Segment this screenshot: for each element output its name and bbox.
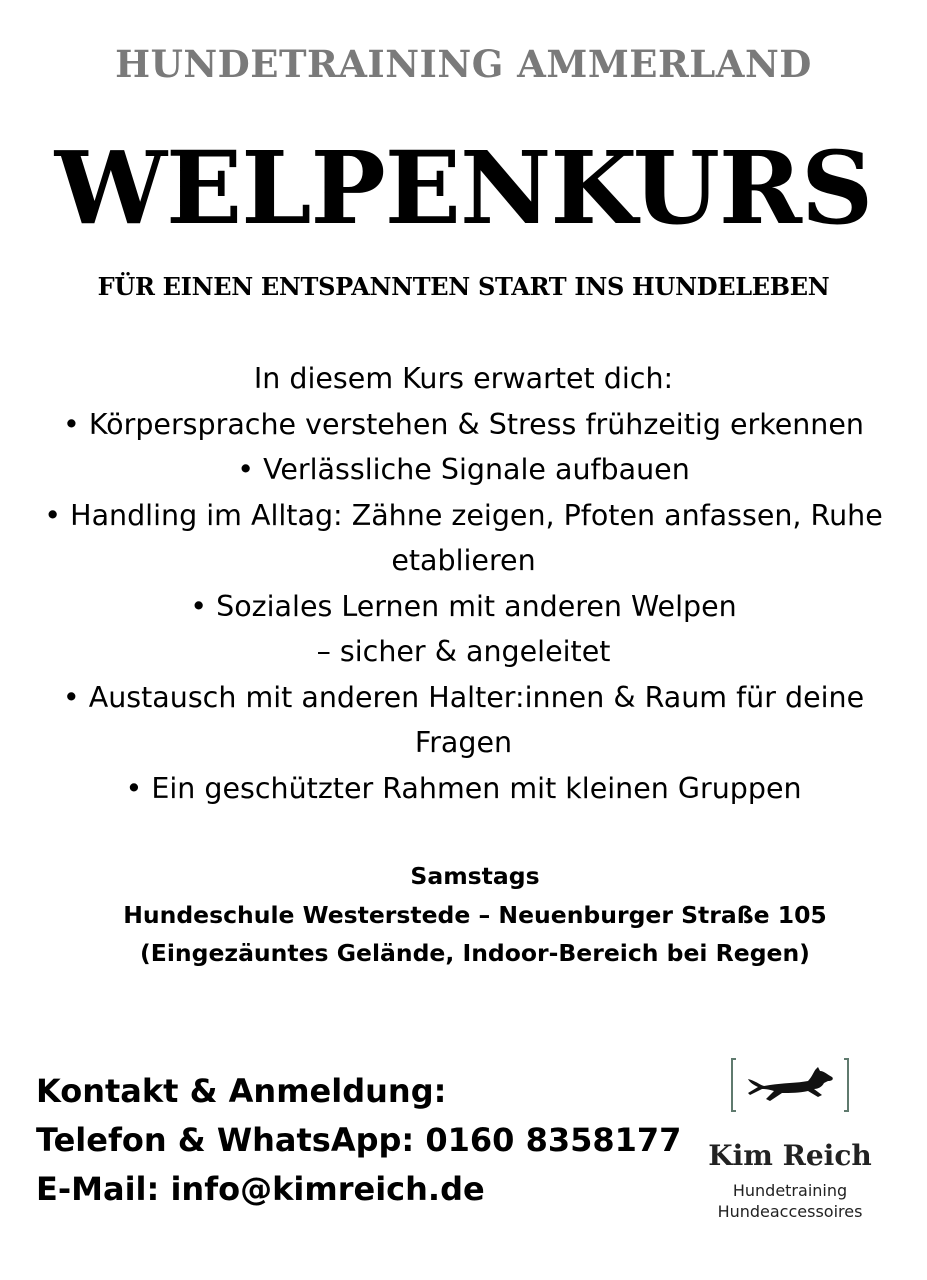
- course-location-note: (Eingezäuntes Gelände, Indoor-Bereich bei Regen): [140, 939, 810, 967]
- intro-text: In diesem Kurs erwartet dich:: [253, 362, 674, 395]
- list-item-continuation: etablieren: [391, 544, 536, 577]
- contact-phone: Telefon & WhatsApp: 0160 8358177: [36, 1121, 682, 1159]
- logo-tagline-2: Hundeaccessoires: [717, 1202, 863, 1221]
- page-subtitle: FÜR EINEN ENTSPANNTEN START INS HUNDELEBEN: [97, 272, 830, 301]
- list-item: • Verlässliche Signale aufbauen: [237, 453, 690, 486]
- list-item: • Handling im Alltag: Zähne zeigen, Pfoten anfassen, Ruhe: [44, 498, 883, 532]
- contact-heading: Kontakt & Anmeldung:: [36, 1072, 447, 1110]
- list-item: • Ein geschützter Rahmen mit kleinen Gruppen: [125, 771, 802, 805]
- logo-tagline-1: Hundetraining: [732, 1181, 848, 1200]
- course-day: Samstags: [410, 862, 540, 890]
- running-dog-icon: [730, 1055, 850, 1117]
- list-item: • Soziales Lernen mit anderen Welpen: [190, 589, 737, 623]
- contact-email: E-Mail: info@kimreich.de: [36, 1170, 485, 1208]
- course-description: [20, 356, 907, 811]
- list-item-continuation: – sicher & angeleitet: [316, 635, 611, 668]
- course-location: Hundeschule Westerstede – Neuenburger Straße 105: [123, 900, 827, 929]
- list-item-continuation: Fragen: [414, 726, 513, 759]
- list-item: • Körpersprache verstehen & Stress frühzeitig erkennen: [63, 407, 864, 441]
- brand-logo: [700, 1055, 880, 1225]
- course-details: [0, 857, 927, 973]
- logo-name: Kim Reich: [708, 1139, 872, 1172]
- list-item: • Austausch mit anderen Halter:innen & Raum für deine: [62, 680, 865, 714]
- organization-name: HUNDETRAINING AMMERLAND: [115, 42, 812, 86]
- contact-block: [36, 1067, 681, 1214]
- page-title: WELPENKURS: [54, 129, 873, 247]
